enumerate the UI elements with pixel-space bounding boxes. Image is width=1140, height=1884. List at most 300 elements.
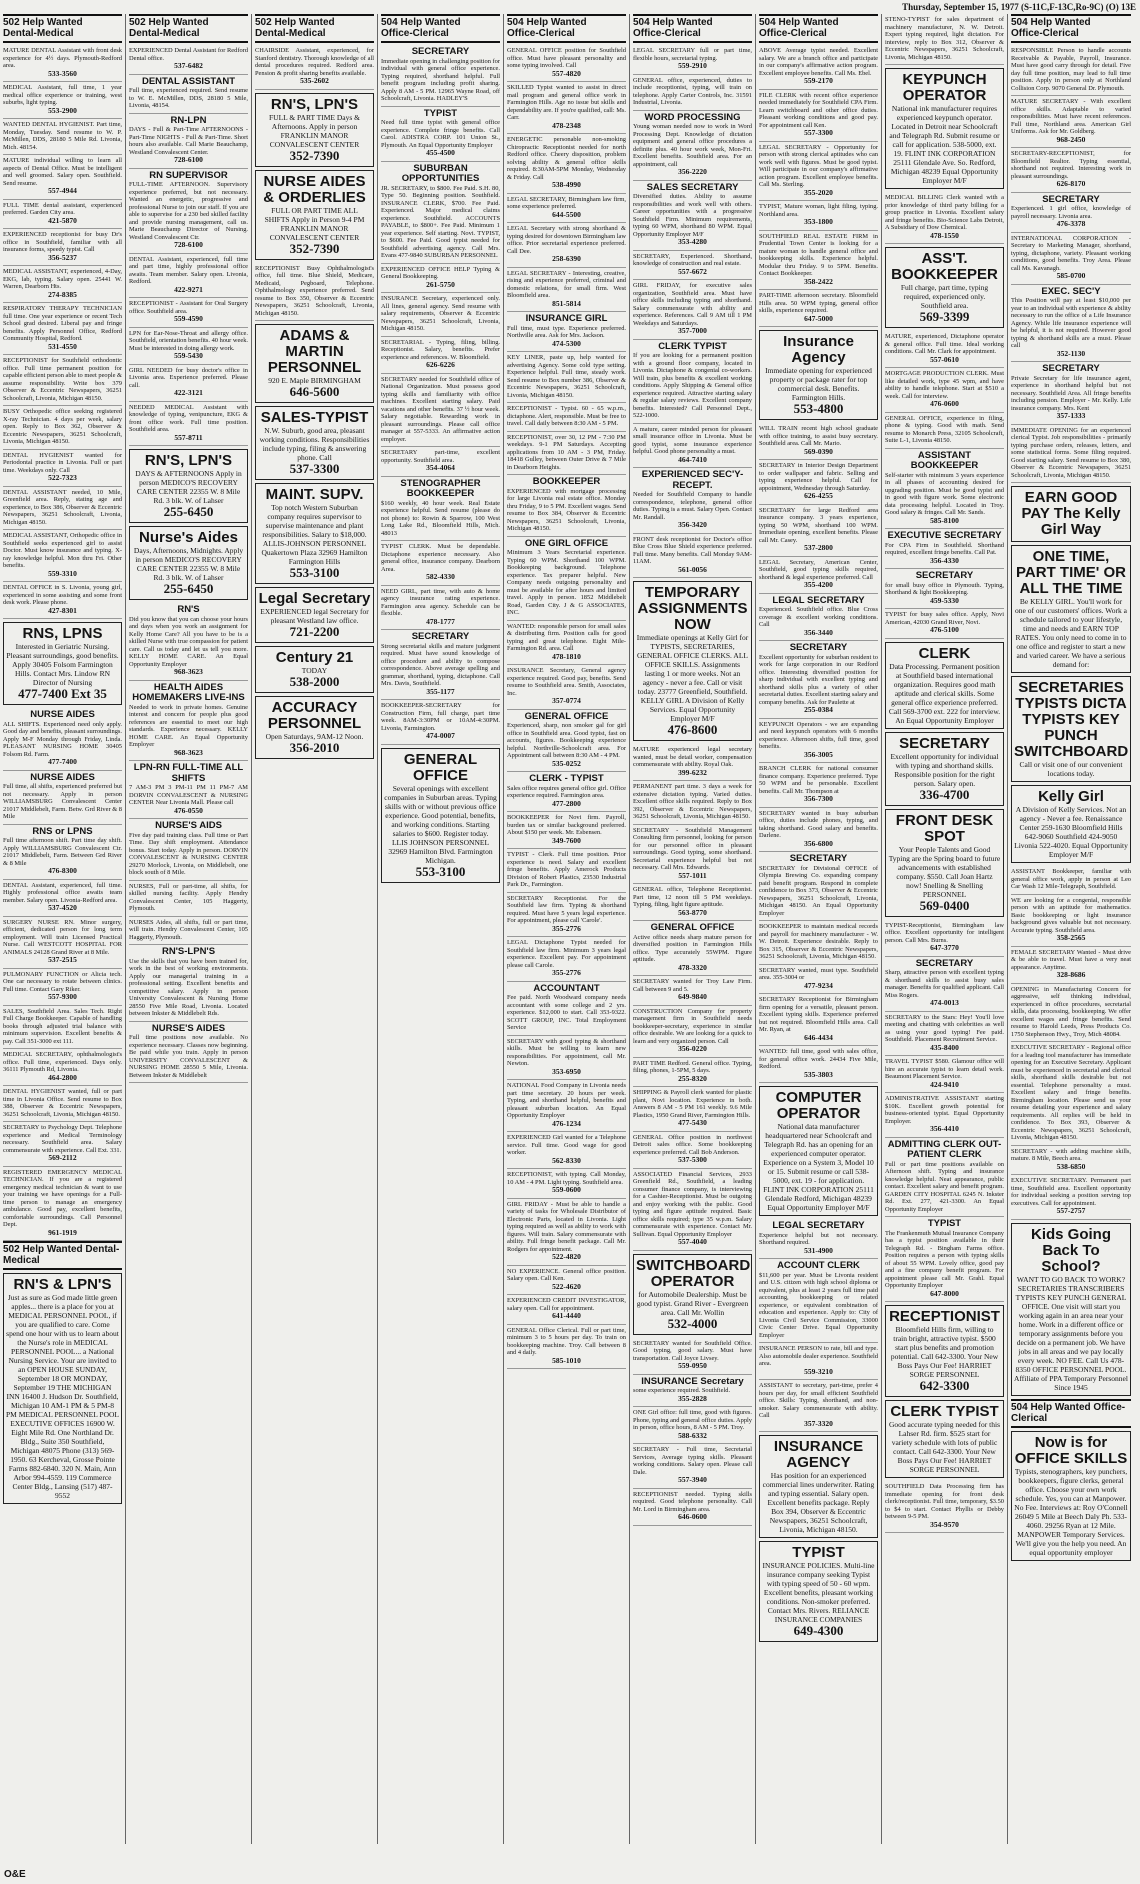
classified-ad: [507, 772, 626, 812]
ad-contact: 588-6332: [678, 1430, 707, 1440]
ad-contact: 569-3399: [919, 309, 970, 324]
ad-body: SECRETARY with good typing & shorthand skills. Must be willing to learn new responsibilities. For appointment, call Mr. Newton.: [507, 1037, 626, 1067]
ad-body: some experience required. Southfield.: [633, 1387, 731, 1394]
ad-body: SECRETARY for large Redford area insurance company. 3 years experience, typing 50 WPM, shorthand 100 WPM. Immediate opening, excellent benefits. Please call Mr. Casey.: [759, 506, 878, 544]
ad-body: GIRL FRIDAY, for executive sales organization, Southfield area. Must have office skills including typing and shorthand. Salary commensurate with ability and experience. References. Call 9 AM till 1 PM Weekdays and Saturdays.: [633, 282, 752, 327]
ad-body: $160 weekly, 40 hour week. Real Estate experience helpful. Send resume (please do not phone) to: Rowin & Sparrow, 100 West Long Lake Rd., Bloomfield Hills, Mich. 48013: [381, 499, 500, 537]
ad-contact: 478-2348: [552, 120, 581, 130]
ad-title: CLERK - TYPIST: [529, 773, 604, 784]
ad-body: WE are looking for a congenial, responsible person with an aptitude for mathematics. Basic bookkeeping or light insurance background gives valuable but not necessary. Accurate typing. Southfield area.: [1011, 896, 1131, 934]
ad-contact: 557-9300: [48, 992, 77, 1001]
classified-ad: [885, 14, 1004, 65]
ad-body: Private Secretary for life insurance agent, experience in shorthand helpful but not necessary. Southfield Area. All fringe benefits including pension. Employer - Mr. Kelly. Life insurance company. Mrs. Kent: [1011, 374, 1131, 412]
ad-title: RN'S, LPN'S: [270, 95, 359, 113]
ad-title: SALES SECRETARY: [646, 181, 739, 193]
classified-ad: [885, 449, 1004, 530]
ad-title: EXPERIENCED SEC'Y-RECEPT.: [641, 469, 744, 491]
ad-body: BOOKKEEPER for Novi firm. Payroll, burden tax or similar background preferred. About $150 per week. Mr. Esbensen.: [507, 814, 626, 836]
ad-title: SECRETARY: [789, 642, 848, 653]
ad-body: Needed for Southfield Company to handle correspondence, telephone, general office duties. Typing is a must. Salary Open. Contact Mr. Randall.: [633, 491, 752, 521]
bottom-left-block: [3, 1241, 122, 1504]
ad-contact: 478-1550: [930, 230, 959, 240]
ad-body: SOUTHFIELD Data Processing firm has immediate opening for front desk clerk/receptionist. Full time, temporary, $3.50 to $4 to start. Contact Phyllis or Debby between 9-5 PM.: [885, 1483, 1004, 1520]
column-header: 504 Help Wanted Office-Clerical: [633, 14, 752, 43]
classified-ad: [129, 881, 248, 917]
ad-title: FRONT DESK SPOT: [895, 811, 994, 845]
ad-body: BRANCH CLERK for national consumer finance company. Experience preferred. Type 50 WPM and be personable. Excellent benefits. Call Mr. Thompson at: [759, 765, 878, 795]
ad-contact: 356-3005: [804, 749, 833, 759]
ad-body: BUSY Orthopedic office seeking registered X-ray Technician. 4 days per week, salary open. Reply to Box 362, Observer & Eccentric Newspapers, 36251 Schoolcraft, Livonia, Michigan 48150.: [3, 408, 122, 445]
classified-ad: [633, 251, 752, 281]
ad-body: KEY LINER, paste up, help wanted for advertising Agency. Some cold type setting. Experience helpful. Full time, steady work. Send resume to Box number 386, Observer & Eccentric Newspapers, 36251 Schoolcraft, Livonia, Michigan 48150.: [507, 354, 626, 399]
ad-body: SECRETARY wanted for Southfield Office. Good typing, good salary. Must have transportation. Call Joyce Livsey.: [633, 1339, 752, 1362]
ad-title: NURSE AIDES: [30, 771, 95, 783]
classified-ad: [1011, 1042, 1131, 1146]
classified-ad: [633, 111, 752, 181]
ad-title: TYPIST: [927, 1218, 962, 1229]
ad-body: LPN for Ear-Nose-Throat and allergy office. Southfield, orientation benefits. 40 hour week. Must be interested in doing allergy work.: [129, 329, 248, 352]
classified-ad: [1011, 96, 1131, 148]
ad-body: NEEDED MEDICAL Assistant with knowledge of typing, venipuncture, EKG & front office work. Full time position. Southfield area.: [129, 403, 248, 433]
ad-body: MATURE experienced legal secretary wanted, must be detail worker, compensation commensurate with ability. Royal Oak.: [633, 746, 752, 768]
ad-contact: 535-0252: [552, 758, 581, 768]
ad-body: SECRETARY wanted for Troy Law Firm. Call between 9 and 5.: [633, 978, 752, 993]
ad-contact: 328-8686: [1056, 970, 1086, 979]
classified-ad: [1011, 785, 1131, 863]
ad-contact: 358-2422: [804, 276, 833, 286]
ad-title: TEMPORARY ASSIGNMENTS NOW: [637, 584, 748, 633]
ad-contact: 557-3940: [678, 1475, 707, 1484]
classified-ad: [129, 945, 248, 1022]
ad-title: ACCURACY PERSONNEL: [267, 699, 362, 732]
ad-body: STENO-TYPIST for sales department of machinery manufacturer, N. W. Detroit. Expert typing required, light dictation. For interview, reply to Box 312, Observer & Eccentric Newspapers, 36251 Schoolcraft, Livonia, Michigan 48150.: [885, 16, 1004, 61]
classified-ad: [885, 1138, 1004, 1218]
classified-ad: [381, 107, 500, 162]
classified-ad: [507, 893, 626, 938]
classified-ad: [129, 917, 248, 946]
ad-body: MEDICAL SECRETARY, ophthalmologist's office. Full time, experienced. Days only. 36111 Plymouth Rd, Livonia.: [3, 1051, 122, 1073]
classified-ad: [381, 586, 500, 631]
classified-ad: [507, 45, 626, 82]
ad-title: CLERK TYPIST: [890, 1403, 999, 1420]
ad-contact: 474-5300: [552, 338, 581, 348]
ad-body: SECRETARY - Southfield Management Consulting firm personnel, looking for person for our personnel office in pleasant surroundings. Good typing, some shorthand. Secretarial experience helpful but not necessary. Call Mrs. Edwards.: [633, 826, 752, 871]
ad-body: Five day paid training class. Full time or Part Time. Day shift employment. Attendance bonus. Start today. Apply in person. DORVIN CONVALESCENT & NURSING CENTER 29270 Morlock, Livonia, on Middlebelt, one block south of 8 Mile.: [129, 831, 248, 876]
ad-body: SECRETARY wanted in busy suburban office, duties include phones, typing, and taking shorthand. Good salary and benefits. Darlene.: [759, 809, 878, 839]
ad-body: SOUTHFIELD REAL ESTATE FIRM in Prudential Town Center is looking for a mature woman to handle general office and bookkeeping skills. Experience helpful. Modular thru Friday. 9 to 5PM. Benefits. Contact Bookkeeper.: [759, 232, 878, 277]
classified-ad: [633, 1006, 752, 1058]
classified-ad: [633, 1169, 752, 1251]
classified-ad: [129, 328, 248, 365]
classified-ad: [633, 181, 752, 251]
ad-contact: 728-6100: [174, 155, 203, 164]
ad-body: DAYS & AFTERNOONS Apply in person MEDICO'S RECOVERY CARE CENTER 22355 W. 8 Mile Rd. 3 blk. W. of Lahser: [135, 469, 242, 505]
classified-ad: [1011, 1431, 1131, 1561]
ad-contact: 274-8385: [48, 289, 77, 299]
classified-ad: [759, 90, 878, 142]
classified-ad: [759, 330, 878, 420]
ad-body: ADMINISTRATIVE ASSISTANT starting $10K. Excellent growth potential for business-oriented typist. Equal Opportunity Employer.: [885, 1095, 1004, 1125]
ad-contact: 356-7300: [804, 794, 833, 803]
ad-body: MATURE, experienced, Dictaphone operator & general office. Full time. Ideal working conditions. Call Mr. Clark for appointment.: [885, 333, 1004, 355]
classified-ad: [633, 744, 752, 781]
classified-columns: [0, 14, 1140, 1844]
ad-body: EXPERIENCED CREDIT INVESTIGATOR, salary open. Call for appointment.: [507, 1297, 626, 1312]
ad-contact: 532-4000: [667, 1315, 718, 1331]
ad-body: Be KELLY GIRL. You'll work for one of our customers' offices. Work a schedule tailored to your lifestyle, time and needs and EARN TOP RATES. You only need to come in to one office and register to start a new and varied career. We have a serious demand for:: [1015, 597, 1127, 669]
classified-ad: [255, 93, 374, 167]
classified-ad: [507, 268, 626, 313]
ad-contact: 538-6850: [1056, 1161, 1086, 1171]
classified-ad: [129, 254, 248, 299]
ad-contact: 352-1130: [1056, 348, 1086, 358]
ad-contact: 424-9410: [930, 1079, 959, 1089]
classified-ad: [885, 920, 1004, 957]
classified-ad: [3, 530, 122, 582]
classified-column: [504, 14, 630, 1844]
ad-title: CLERK: [918, 644, 971, 662]
classified-ad: [759, 423, 878, 460]
ad-body: for small busy office in Plymouth. Typing, Shorthand & light Bookkeeping.: [885, 581, 1004, 596]
ad-contact: 562-8330: [552, 1155, 581, 1165]
classified-ad: [1011, 362, 1131, 425]
ad-contact: 646-4434: [804, 1032, 833, 1042]
ad-title: RN'S & LPN'S: [13, 1276, 112, 1293]
classified-ad: [507, 1325, 626, 1370]
classified-ad: [507, 194, 626, 224]
classified-ad: [255, 646, 374, 693]
classified-ad: [507, 1295, 626, 1325]
ad-title: HEALTH AIDES HOMEMAKERS LIVE-INS: [132, 681, 245, 703]
classified-column: [756, 14, 882, 1844]
ad-contact: 559-4590: [174, 314, 203, 323]
classified-ad: [885, 1012, 1004, 1057]
classified-ad: [3, 229, 122, 266]
ad-body: ENERGETIC personable non-smoking Chiropractic Receptionist needed for north Redford office. Cheery disposition, problem solving ability & general office skills required. 8:30AM-5PM Monday, Wednesday & Friday. Call: [507, 136, 626, 181]
classified-ad: [633, 424, 752, 469]
classified-ad: [3, 622, 122, 705]
classified-ad: [1011, 545, 1131, 673]
ad-title: SECRETARY: [1042, 363, 1100, 374]
ad-body: IMMEDIATE OPENING for an experienced clerical Typist. Job responsibilities - primarily typing purchase orders, releases, letters, and some statistical forms. Some filing required. Good starting salary. Send resume to Box 380, Observer & Eccentric Newspapers, 36251 Schoolcraft, Livonia, Michigan 48150.: [1011, 426, 1131, 479]
ad-body: TYPIST CLERK. Must be dependable. Dictaphone experience necessary. Also general office, insurance company. Dearborn Area.: [381, 543, 500, 573]
classified-ad: [507, 352, 626, 403]
ad-contact: 559-0950: [678, 1361, 707, 1370]
classified-ad: [885, 809, 1004, 917]
ad-title: TYPIST: [792, 1544, 845, 1561]
classified-ad: [507, 665, 626, 710]
ad-contact: 477-7400 Ext 35: [18, 686, 107, 701]
ad-body: Sharp, attractive person with excellent typing & shorthand skills to assist busy sales manager. Benefits for qualified applicant. Call Miss Rogers.: [885, 969, 1004, 999]
ad-body: SHIPPING & Payroll clerk wanted for plastic plant, Novi location. Experience in both. Answers 8 AM - 5 PM 161 weekly. 9.6 Mile Plastics, 1950 Grand River, Farmington Hills.: [633, 1089, 752, 1119]
classified-column: [0, 14, 126, 1844]
ad-title: BOOKKEEPER: [532, 476, 601, 487]
classified-ad: [1011, 425, 1131, 484]
classified-ad: [759, 1086, 878, 1216]
classified-ad: [633, 825, 752, 885]
ad-contact: 649-4300: [793, 1623, 844, 1638]
ad-title: LPN-RN FULL-TIME ALL SHIFTS: [133, 762, 244, 784]
ad-contact: 255-6450: [163, 581, 214, 596]
ad-contact: 474-0007: [426, 731, 455, 740]
ad-contact: 531-4900: [804, 1245, 833, 1255]
classified-ad: [885, 331, 1004, 368]
ad-title: SECRETARY: [789, 853, 848, 864]
classified-ad: [1011, 866, 1131, 895]
ad-body: LEGAL SECRETARY full or part time, flexible hours, secretarial typing.: [633, 47, 752, 62]
ad-body: Full time afternoon shift. Part time day shift. Apply WILLIAMSBURG Convalescent Ctr. 21017 Middlebelt, Farm. Between Grd River & 8 Mile: [3, 837, 122, 867]
ad-contact: 353-6950: [552, 1066, 581, 1076]
ad-body: EXPERIENCED Dental Assistant for Redford Dental office.: [129, 47, 248, 62]
ad-body: INSURANCE Secretary, experienced only. All lines, general agency. Send resume with salary requirements, Observer & Eccentric Newspapers, 36251 Schoolcraft, Livonia, Michigan 48150.: [381, 295, 500, 332]
ad-body: Interested in Geriatric Nursing. Pleasant surroundings, good benefits. Apply 30405 Folsom Farmington Hills. Contact Mrs. Lindow RN Director of Nursing: [6, 642, 119, 687]
ad-title: MAINT. SUPV.: [265, 486, 364, 503]
ad-body: Experience helpful but not necessary. Shorthand required.: [759, 1231, 878, 1246]
ad-title: RN-LPN: [170, 114, 207, 126]
classified-ad: [381, 293, 500, 337]
ad-body: FULL TIME dental assistant, experienced preferred. Garden City area.: [3, 201, 122, 216]
ad-contact: 646-5600: [289, 384, 340, 399]
ad-body: NATIONAL Food Company in Livonia needs part time secretary. 20 hours per week. Typing, and shorthand helpful, benefits and pleasant suburban location. An Equal Opportunity Employer: [507, 1082, 626, 1119]
classified-ad: [507, 537, 626, 621]
classified-ad: [3, 1086, 122, 1122]
ad-title: TYPIST: [423, 107, 458, 119]
ad-body: Full time, all shifts, experienced preferred but not necessary. Apply in person WILLIAMSBURG Convalescent Center 21017 Middlebelt, Farm. Betw. Grd River & 8 Mile: [3, 783, 122, 820]
ad-contact: 255-6450: [163, 504, 214, 519]
ad-contact: 258-6390: [552, 254, 581, 263]
classified-ad: [129, 365, 248, 402]
ad-title: SECRETARY: [915, 957, 974, 969]
classified-ad: [507, 1132, 626, 1169]
ad-contact: 537-6482: [174, 61, 203, 70]
classified-column: [630, 14, 756, 1844]
classified-ad: [507, 937, 626, 982]
classified-ad: [633, 75, 752, 111]
ad-body: SECRETARY needed for Southfield office of National Organization. Must possess good typing skills and familiarity with office machines. Excellent starting salary. Paid vacations and other benefits. 37 ½ hour week. Salary negotiable. Rewarding work in pleasant surroundings. Please call office manager at 557-5333. An affirmative action employer.: [381, 375, 500, 443]
classified-ad: [759, 1541, 878, 1642]
ad-body: RECEPTIONIST for Southfield orthodontic office. Full time permanent position for capable efficient person able to meet people & assume responsibility. Write box 379 Observer & Eccentric Newspapers, 36251 Schoolcraft, Livonia, Michigan 48150.: [3, 357, 122, 402]
ad-contact: 585-8100: [930, 515, 959, 525]
ad-contact: 557-4040: [678, 1237, 707, 1246]
ad-body: LEGAL Secretary with strong shorthand & typing desired for downtown Birmingham law office. Prior secretarial experience preferred. Call Dee.: [507, 225, 626, 255]
classified-ad: [633, 1375, 752, 1408]
classified-ad: [507, 432, 626, 476]
classified-ad: [3, 969, 122, 1006]
ad-body: A mature, career minded person for pleasant small insurance office in Livonia. Must be good typist, some insurance experience helpful. Good phone personality a must.: [633, 425, 752, 455]
classified-column: [126, 14, 252, 1844]
ad-contact: 968-2450: [1056, 134, 1086, 144]
classified-ad: [129, 75, 248, 114]
ad-title: COMPUTER OPERATOR: [775, 1089, 862, 1122]
classified-ad: [255, 324, 374, 403]
ad-contact: 557-2757: [1056, 1206, 1086, 1215]
classified-ad: [129, 449, 248, 523]
classified-ad: [759, 1435, 878, 1538]
classified-ad: [633, 1132, 752, 1169]
ad-title: ACCOUNTANT: [533, 982, 600, 994]
ad-body: TYPIST-Receptionist, Birmingham law office. Excellent opportunity for intelligent person. Call Mrs. Burns.: [885, 921, 1004, 944]
classified-ad: [633, 45, 752, 75]
ad-contact: 336-4700: [919, 786, 970, 802]
classified-ad: [507, 621, 626, 666]
classified-ad: [3, 82, 122, 119]
column-header: 504 Help Wanted Office-Clerical: [381, 14, 500, 43]
ad-body: Full or part time positions available on Afternoon shift. Typing and insurance knowledge helpful. Neat appearance, public contact. Excellent salary and benefit program. GARDEN CITY HOSPITAL 6245 N. Inkster Rd. Ext. 277, 421-3300. An Equal Opportunity Employer: [885, 1160, 1004, 1213]
classified-ad: [759, 290, 878, 327]
ad-contact: 356-4410: [930, 1124, 959, 1133]
ad-title: NURSE'S AIDES: [151, 1022, 226, 1034]
ad-contact: 557-0610: [930, 354, 959, 364]
classified-ad: [129, 526, 248, 600]
ad-contact: 522-4820: [552, 1252, 581, 1261]
ad-body: SECRETARY - with adding machine skills, mature. 8 Mile, Beech area.: [1011, 1147, 1131, 1162]
ad-contact: 477-5430: [678, 1118, 707, 1127]
ad-body: SECRETARY-RECEPTIONIST, for Bloomfield Realtor. Typing essential, shorthand not required. Interesting work in pleasant surroundings.: [1011, 150, 1131, 180]
ad-body: Open Saturdays, 9AM-12 Noon.: [265, 732, 364, 741]
ad-contact: 585-0700: [1056, 271, 1086, 280]
ad-contact: 647-3770: [930, 943, 959, 952]
ad-body: Need full time typist with general office experience. Complete fringe benefits. Call Carol. ADISTRA CORP. 101 Union St., Plymouth. An Equal Opportunity Employer: [381, 119, 500, 149]
ad-body: DENTAL Assistant, experienced, full time. Highly professional office awaits team member. Salary open. Livonia-Redford area.: [3, 881, 122, 904]
ad-body: EXPERIENCED OFFICE HELP Typing & General Bookkeeping.: [381, 265, 500, 280]
ad-body: PULMONARY FUNCTION or Alicia tech. One car necessary to rotate between clinics. Full time. Contact Gary Riker.: [3, 970, 122, 993]
classified-ad: [633, 976, 752, 1006]
ad-body: 920 E. Maple BIRMINGHAM: [268, 376, 361, 385]
ad-title: EXEC. SEC'Y: [1041, 285, 1101, 297]
ad-contact: 356-3440: [804, 627, 833, 637]
ad-body: GENERAL OFFICE, experience in filing, phone & typing. Good with math. Send resume to Monarch Press, 32105 Schoolcraft, Suite L-1, Livonia 48150.: [885, 414, 1004, 444]
ad-body: TRAVEL TYPIST $580. Glamour office will hire an accurate typist to learn detail work. Beaumont Placement Service.: [885, 1058, 1004, 1080]
ad-body: SECRETARY to Psychology Dept. Telephone experience and Medical Terminology necessary. Southfield area. Salary commensurate with experience. Call Ext. 331.: [3, 1124, 122, 1154]
classified-ad: [633, 1489, 752, 1526]
classified-ad: [759, 719, 878, 764]
classified-ad: [759, 45, 878, 90]
ad-contact: 478-1810: [552, 651, 581, 661]
classified-ad: [633, 781, 752, 825]
ad-title: RN SUPERVISOR: [149, 169, 228, 181]
ad-body: N.W. Suburb, good area, pleasant working conditions. Responsibilities include typing, filing & answering phone. Call: [259, 426, 370, 462]
ad-contact: 537-2515: [48, 955, 77, 964]
classified-ad: [759, 808, 878, 853]
ad-body: ALL SHIFTS. Experienced need only apply. Good day and benefits, pleasant surroundings. Apply M-F Monday through Friday, Linda. PLEASANT NURSING HOME 30405 Folsom Rd. Farm.: [3, 720, 122, 758]
page-footer: O&E: [4, 1869, 26, 1880]
ad-body: FRONT desk receptionist for Doctor's office Blue Cross Blue Shield experience preferred. Full time. Many benefits. Call Monday 9AM-11AM.: [633, 535, 752, 565]
classified-ad: [885, 732, 1004, 806]
ad-title: RNS or LPNS: [32, 825, 93, 837]
ad-title: NURSE AIDES & ORDERLIES: [263, 172, 366, 206]
ad-title: CLERK TYPIST: [658, 340, 727, 352]
ad-body: Top notch Western Suburban company requires supervisor to supervise maintenance and plant responsibilities. Salary to $18,000. ALLIS-JOHNSON PERSONNEL Quakertown Plaza 32969 Hamilton Farmington Hills: [261, 503, 368, 566]
ad-contact: 535-2602: [300, 76, 329, 85]
ad-body: MATURE DENTAL Assistant with front desk experience for 4½ days. Plymouth-Redford area.: [3, 47, 122, 69]
ad-contact: 559-3210: [804, 1366, 833, 1376]
classified-ad: [129, 603, 248, 681]
ad-body: NO EXPERIENCE. General office position. Salary open. Call Ken.: [507, 1267, 626, 1282]
ad-title: Insurance Agency: [783, 333, 854, 366]
ad-contact: 557-1011: [678, 870, 707, 880]
ad-title: RECEPTIONIST: [889, 1308, 1000, 1325]
ad-contact: 561-0056: [678, 564, 707, 574]
ad-title: INSURANCE AGENCY: [773, 1438, 864, 1471]
ad-body: Full charge, part time, typing required, experienced only. Southfield area.: [900, 283, 989, 310]
ad-contact: 355-4200: [804, 580, 833, 589]
classified-ad: [507, 1036, 626, 1081]
ad-body: SECRETARY Receptionist for Birmingham firm opening for a versatile, pleasant person. Excellent typing skills. Experience preferred but not required. Bloomfield Hills area. Call Mr. Ryan, at: [759, 996, 878, 1033]
ad-title: GENERAL OFFICE: [524, 710, 609, 722]
classified-ad: [885, 957, 1004, 1012]
ad-contact: 559-0600: [552, 1185, 581, 1194]
ad-title: SECRETARIES TYPISTS DICTA TYPISTS KEY PUNCH SWITCHBOARD: [1014, 679, 1129, 760]
classified-ad: [885, 1305, 1004, 1397]
ad-contact: 626-8170: [1056, 179, 1086, 188]
ad-contact: 356-3420: [678, 520, 707, 529]
ad-contact: 455-4500: [426, 148, 455, 157]
classified-ad: [759, 1046, 878, 1083]
ad-contact: 522-7323: [48, 473, 77, 482]
classified-ad: [129, 169, 248, 254]
ad-body: Sales office requires general office girl. Office experience required. Farmington area.: [507, 784, 626, 799]
classified-ad: [885, 1217, 1004, 1302]
ad-body: Good accurate typing needed for this Lahser Rd. firm. $525 start for variety schedule with lots of public contact. Call 642-3300. Your New Boss Pays Our Fee! HARRIET SORGE PERSONNEL: [888, 1420, 1000, 1474]
classified-ad: [759, 142, 878, 202]
ad-contact: 464-2800: [48, 1072, 77, 1082]
classified-ad: [1011, 676, 1131, 782]
classified-ad: [759, 921, 878, 965]
ad-body: Typists, stenographers, key punchers, bookkeepers, figure clerks, general office. Choose your own work schedule. Yes, you can at Manpower. No Fee. Interviews at: Roy O'Connell 26049 5 Mile at Beech Daly Ph. 533-4060. 29256 Ryan at 12 Mile. MANPOWER Temporary Services. We'll give you the help you need. An equal opportunity employer: [1014, 1466, 1128, 1557]
ad-body: Active office needs sharp mature person for diversified position in Farmington Hills office. Type accurately 55WPM. Figure aptitude.: [633, 933, 752, 963]
ad-body: $11,600 per year. Must be Livonia resident and U.S. citizen with high school diploma or equivalent, plus at least 2 years full time paid accounting, bookkeeping or related experience, or equivalent combination of education and experience. Apply to: City of Livonia Civil Service Commission, 33000 Civic Center Drive. Equal Opportunity Employer: [759, 1271, 878, 1339]
classified-ad: [129, 1022, 248, 1084]
ad-body: RECEPTIONIST Busy Ophthalmologist's office, full time. Blue Shield, Medicare, Medicaid, Pegboard, Telephone. Ophthalmology experience preferred. Send resume to Box 350, Observer & Eccentric Newspapers, 36251 Schoolcraft, Livonia, Michigan 48150.: [255, 264, 374, 317]
classified-ad: [3, 355, 122, 406]
ad-title: ONE GIRL OFFICE: [524, 537, 609, 549]
classified-ad: [633, 1254, 752, 1335]
ad-body: Strong secretarial skills and mature judgment required. Must have sound knowledge of office procedure and ability to compose correspondence. Above average spelling and grammar, shorthand, typing, dictaphone. Call Mrs. Davis, Southfield.: [381, 642, 500, 687]
ad-body: DENTAL OFFICE in S. Livonia, young girl, experienced in some assisting and some front desk work. Please phone.: [3, 584, 122, 606]
classified-ad: [885, 1481, 1004, 1533]
ad-body: SECRETARY part-time, excellent opportunity. Southfield area.: [381, 449, 500, 464]
ad-contact: 533-3560: [48, 68, 77, 78]
ad-body: NEED GIRL, part time, with auto & home agency insurance rating experience. Farmington area agency. Schedule can be flexible.: [381, 587, 500, 617]
ad-body: CONSTRUCTION Company for property management firm in Southfield needs bookkeeper-secretary, experience in similar office desirable. We are looking for a quick to learn and very organized person. Call: [633, 1007, 752, 1045]
ad-body: Experienced, sharp, non smoker gal for girl office in Southfield area. Good typist, fast on accounts, figures. Bookkeeping experience helpful. Northville-Schoolcraft area. For Appointment call between 8:30 AM - 4 PM.: [507, 722, 626, 759]
ad-title: SECRETARY: [899, 734, 990, 752]
ad-body: ASSISTANT to secretary, part-time, prefer 4 hours per day, for small efficient Southfield office. Skills: Typing, shorthand, and non-smoker. Salary commensurate with ability. Call: [759, 1382, 878, 1419]
classified-ad: [633, 1407, 752, 1444]
classified-ad: [885, 569, 1004, 609]
ad-contact: 585-1010: [552, 1355, 581, 1365]
ad-contact: 559-2910: [678, 61, 707, 70]
ad-body: MEDICAL BILLING Clerk wanted with a prior knowledge of third party billing for a group practice in Livonia. Excellent salary and fringe benefits. Bio-Science Labs Detroit, A Subsidiary of Dow Chemical.: [885, 194, 1004, 231]
ad-contact: 649-9840: [678, 992, 707, 1001]
classified-ad: [507, 312, 626, 352]
ad-contact: 356-6800: [804, 838, 833, 848]
ad-contact: 537-4520: [48, 903, 77, 912]
ad-title: RNS, LPNS: [22, 625, 103, 642]
ad-title: NURSE'S AIDS: [155, 820, 222, 831]
ad-title: SALES-TYPIST: [260, 409, 369, 426]
ad-title: NURSE AIDES: [30, 709, 95, 720]
ad-contact: 356-5237: [48, 252, 77, 262]
classified-ad: [759, 231, 878, 291]
ad-contact: 357-0774: [552, 696, 581, 705]
ad-body: Excellent opportunity for suburban resident to work for large corporation in our Redford office. Interesting diversified position for sharp individual with excellent typing and shorthand skills plus a variety of other secretarial duties. Excellent starting salary and company benefits. Ask for Paulette at: [759, 653, 878, 706]
ad-contact: 476-3378: [1056, 219, 1086, 228]
classified-ad: [3, 303, 122, 355]
classified-ad: [759, 594, 878, 642]
ad-body: Has position for an experienced commercial lines underwriter. Rating and typing essential. Salary open. Excellent benefits package. Reply Box 394, Observer & Eccentric Newspapers, 36251 Schoolcraft, Livonia, Michigan 48150.: [762, 1471, 875, 1534]
classified-ad: [3, 1167, 122, 1242]
